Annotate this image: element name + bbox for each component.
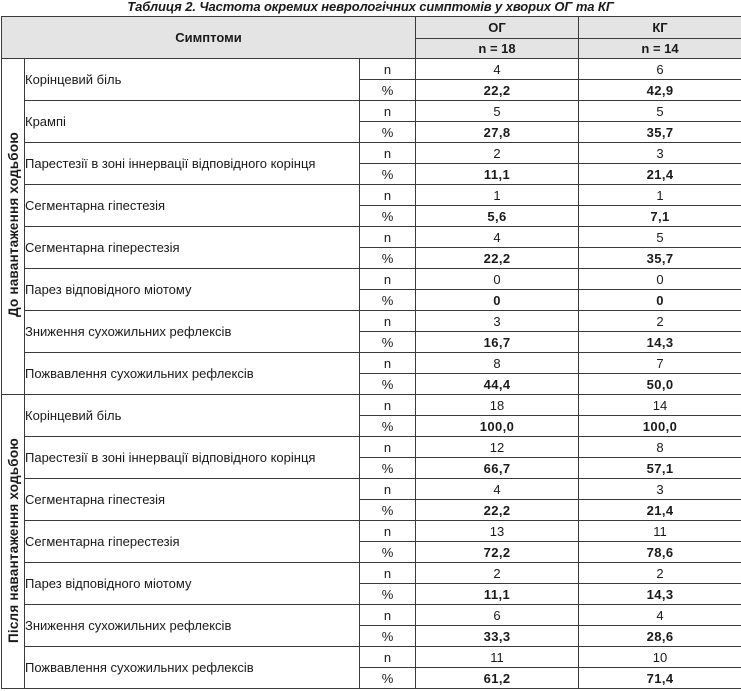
unit-n-label: n: [360, 101, 416, 122]
table-row: [2, 227, 741, 248]
unit-pct-label: %: [360, 626, 416, 647]
og-count: 11: [416, 647, 579, 668]
kg-percent: 28,6: [579, 626, 741, 647]
header-og: ОГ: [416, 17, 579, 39]
og-count: 6: [416, 605, 579, 626]
unit-pct-label: %: [360, 290, 416, 311]
kg-percent: 57,1: [579, 458, 741, 479]
kg-count: 3: [579, 479, 741, 500]
unit-n-label: n: [360, 353, 416, 374]
symptom-name: Парестезії в зоні іннервації відповідного корінця: [25, 437, 360, 479]
header-kg-n: n = 14: [579, 39, 741, 59]
og-count: 0: [416, 269, 579, 290]
symptom-name: Корінцевий біль: [25, 59, 360, 101]
header-symptoms: Симптоми: [2, 17, 416, 59]
unit-pct-label: %: [360, 584, 416, 605]
table-row: [2, 437, 741, 458]
symptom-name: Зниження сухожильних рефлексів: [25, 311, 360, 353]
unit-pct-label: %: [360, 122, 416, 143]
og-percent: 11,1: [416, 584, 579, 605]
unit-pct-label: %: [360, 206, 416, 227]
og-count: 13: [416, 521, 579, 542]
kg-percent: 7,1: [579, 206, 741, 227]
unit-pct-label: %: [360, 80, 416, 101]
table-row: [2, 479, 741, 500]
symptom-name: Сегментарна гіперестезія: [25, 227, 360, 269]
kg-percent: 21,4: [579, 164, 741, 185]
table-row: [2, 395, 741, 416]
og-percent: 72,2: [416, 542, 579, 563]
header-og-n: n = 18: [416, 39, 579, 59]
symptom-name: Сегментарна гіпестезія: [25, 185, 360, 227]
table-row: [2, 647, 741, 668]
kg-percent: 14,3: [579, 332, 741, 353]
symptom-name: Пожвавлення сухожильних рефлексів: [25, 353, 360, 395]
table-row: [2, 143, 741, 164]
kg-count: 5: [579, 227, 741, 248]
unit-pct-label: %: [360, 500, 416, 521]
og-percent: 22,2: [416, 80, 579, 101]
unit-n-label: n: [360, 59, 416, 80]
kg-percent: 35,7: [579, 248, 741, 269]
table-row: [2, 311, 741, 332]
unit-pct-label: %: [360, 458, 416, 479]
og-percent: 22,2: [416, 500, 579, 521]
table-row: [2, 563, 741, 584]
symptom-name: Сегментарна гіперестезія: [25, 521, 360, 563]
kg-count: 5: [579, 101, 741, 122]
kg-count: 1: [579, 185, 741, 206]
kg-count: 6: [579, 59, 741, 80]
og-count: 3: [416, 311, 579, 332]
table-row: [2, 185, 741, 206]
unit-n-label: n: [360, 437, 416, 458]
og-count: 18: [416, 395, 579, 416]
symptom-name: Крампі: [25, 101, 360, 143]
symptom-name: Парез відповідного міотому: [25, 563, 360, 605]
symptom-name: Парестезії в зоні іннервації відповідного корінця: [25, 143, 360, 185]
unit-n-label: n: [360, 521, 416, 542]
kg-count: 0: [579, 269, 741, 290]
symptom-name: Сегментарна гіпестезія: [25, 479, 360, 521]
symptoms-table: [1, 16, 741, 689]
kg-percent: 71,4: [579, 668, 741, 689]
og-percent: 16,7: [416, 332, 579, 353]
table-caption: Таблиця 2. Частота окремих неврологічних симптомів у хворих ОГ та КГ: [127, 0, 614, 14]
unit-n-label: n: [360, 479, 416, 500]
kg-count: 4: [579, 605, 741, 626]
unit-n-label: n: [360, 563, 416, 584]
unit-pct-label: %: [360, 416, 416, 437]
table-body: [2, 59, 741, 689]
og-count: 5: [416, 101, 579, 122]
kg-count: 2: [579, 311, 741, 332]
og-count: 1: [416, 185, 579, 206]
og-count: 2: [416, 563, 579, 584]
kg-count: 11: [579, 521, 741, 542]
group-label-cell: [2, 59, 25, 395]
unit-n-label: n: [360, 605, 416, 626]
kg-percent: 0: [579, 290, 741, 311]
unit-n-label: n: [360, 143, 416, 164]
og-count: 12: [416, 437, 579, 458]
og-count: 2: [416, 143, 579, 164]
unit-pct-label: %: [360, 332, 416, 353]
og-count: 4: [416, 227, 579, 248]
unit-n-label: n: [360, 311, 416, 332]
kg-count: 7: [579, 353, 741, 374]
unit-pct-label: %: [360, 542, 416, 563]
unit-pct-label: %: [360, 164, 416, 185]
symptom-name: Пожвавлення сухожильних рефлексів: [25, 647, 360, 689]
table-row: [2, 605, 741, 626]
kg-percent: 35,7: [579, 122, 741, 143]
unit-pct-label: %: [360, 248, 416, 269]
table-row: [2, 101, 741, 122]
og-percent: 100,0: [416, 416, 579, 437]
group-label: До навантаження ходьбою: [5, 132, 21, 318]
unit-n-label: n: [360, 269, 416, 290]
og-percent: 5,6: [416, 206, 579, 227]
og-count: 8: [416, 353, 579, 374]
symptom-name: Парез відповідного міотому: [25, 269, 360, 311]
symptom-name: Зниження сухожильних рефлексів: [25, 605, 360, 647]
og-count: 4: [416, 479, 579, 500]
og-percent: 27,8: [416, 122, 579, 143]
unit-n-label: n: [360, 647, 416, 668]
og-count: 4: [416, 59, 579, 80]
kg-count: 3: [579, 143, 741, 164]
kg-percent: 50,0: [579, 374, 741, 395]
unit-n-label: n: [360, 227, 416, 248]
table-header: [2, 17, 741, 59]
og-percent: 22,2: [416, 248, 579, 269]
unit-pct-label: %: [360, 374, 416, 395]
kg-percent: 42,9: [579, 80, 741, 101]
table-row: [2, 353, 741, 374]
unit-n-label: n: [360, 395, 416, 416]
og-percent: 44,4: [416, 374, 579, 395]
og-percent: 61,2: [416, 668, 579, 689]
og-percent: 66,7: [416, 458, 579, 479]
table-row: [2, 521, 741, 542]
table-row: [2, 269, 741, 290]
group-label: Після навантаження ходьбою: [5, 437, 21, 643]
og-percent: 33,3: [416, 626, 579, 647]
kg-percent: 21,4: [579, 500, 741, 521]
header-kg: КГ: [579, 17, 741, 39]
group-label-cell: [2, 395, 25, 689]
table-row: [2, 59, 741, 80]
unit-n-label: n: [360, 185, 416, 206]
kg-count: 8: [579, 437, 741, 458]
kg-count: 2: [579, 563, 741, 584]
symptom-name: Корінцевий біль: [25, 395, 360, 437]
kg-percent: 100,0: [579, 416, 741, 437]
og-percent: 11,1: [416, 164, 579, 185]
og-percent: 0: [416, 290, 579, 311]
kg-percent: 78,6: [579, 542, 741, 563]
kg-count: 14: [579, 395, 741, 416]
kg-count: 10: [579, 647, 741, 668]
unit-pct-label: %: [360, 668, 416, 689]
kg-percent: 14,3: [579, 584, 741, 605]
